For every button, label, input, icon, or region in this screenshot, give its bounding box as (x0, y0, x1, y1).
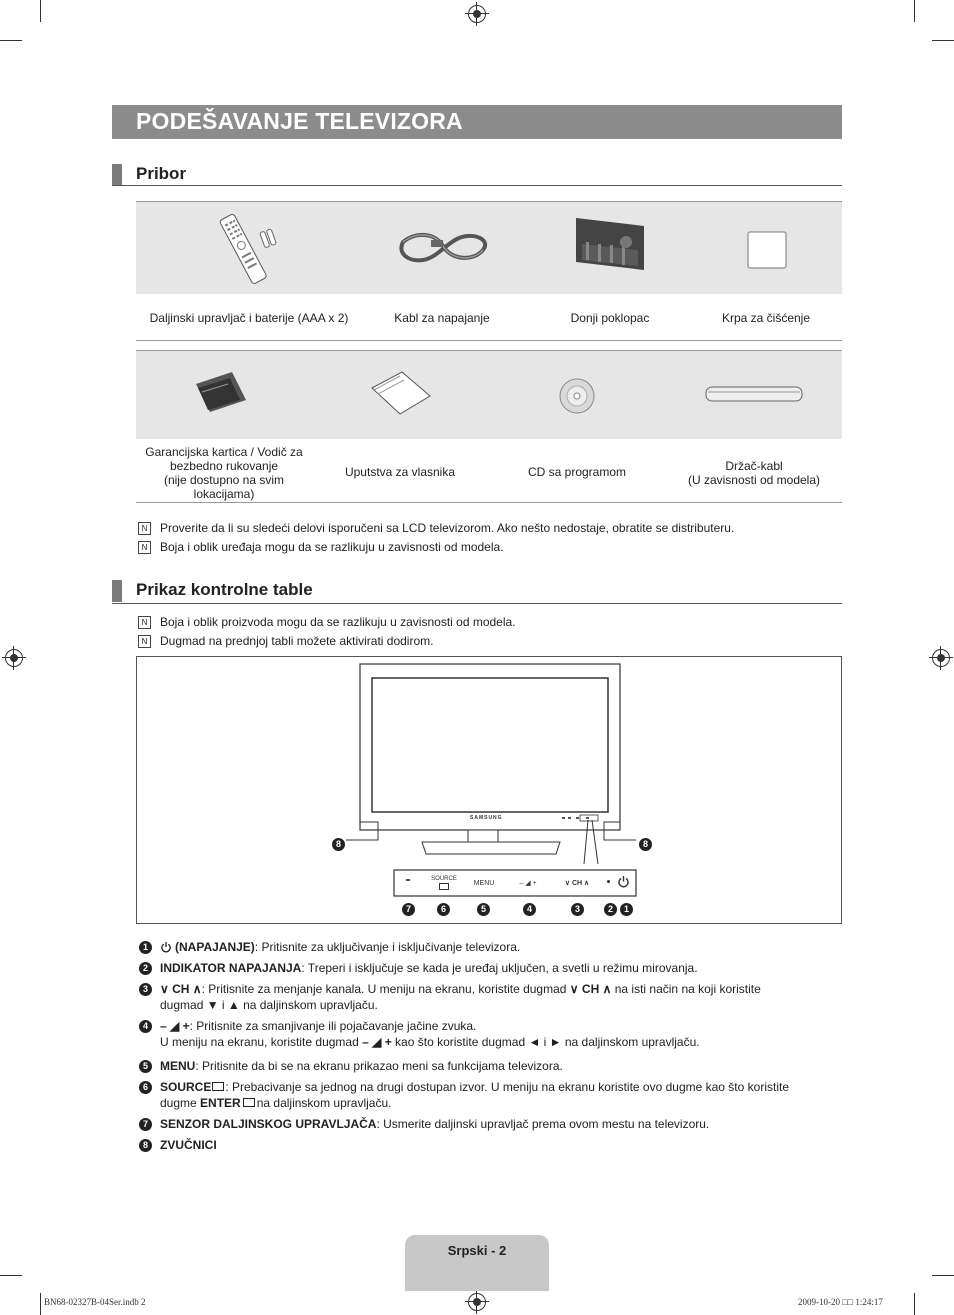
description-remote-sensor: SENZOR DALJINSKOG UPRAVLJAČA: Usmerite daljinski upravljač prema ovom mestu na televizoru. (160, 1117, 710, 1131)
print-slug-right: 2009-10-20 □□ 1:24:17 (798, 1297, 883, 1307)
note-text: Boja i oblik proizvoda mogu da se razlikuju u zavisnosti od modela. (160, 615, 516, 629)
callout-number: 3 (571, 903, 584, 916)
note-text: Dugmad na prednjoj tabli možete aktivirati dodirom. (160, 634, 434, 648)
callout-number: 7 (402, 903, 415, 916)
callout-number: 2 (604, 903, 617, 916)
callout-number: 6 (437, 903, 450, 916)
page-title: PODEŠAVANJE TELEVIZORA (136, 108, 463, 134)
note-icon: N (138, 616, 151, 629)
description-channel: ∨ CH ∧: Pritisnite za menjanje kanala. U meniju na ekranu, koristite dugmad ∨ CH ∧ na isti način na koji koristite dugmad ▼ i ▲ na daljinskom upravljaču. (160, 982, 761, 1012)
page-title-bar (112, 105, 842, 139)
callout-number: 1 (620, 903, 633, 916)
note-text: Boja i oblik uređaja mogu da se razlikuju u zavisnosti od modela. (160, 540, 504, 554)
enter-icon (243, 1098, 255, 1107)
power-cable-icon (395, 228, 490, 266)
owners-manual-icon (370, 370, 432, 416)
description-speakers: ZVUČNICI (160, 1138, 217, 1152)
callout-number: 8 (332, 838, 345, 851)
desc-number: 6 (139, 1081, 152, 1094)
registration-mark-left (5, 649, 23, 667)
bottom-cover-icon (568, 214, 650, 278)
description-source: SOURCE : Prebacivanje sa jednog na drugi dostupan izvor. U meniju na ekranu koristite ovo dugme kao što koristite dugme ENTER na daljinskom upravljaču. (160, 1080, 789, 1110)
accessory-label: Krpa za čišćenje (721, 311, 811, 325)
print-slug-left: BN68-02327B-04Ser.indb 2 (44, 1297, 146, 1307)
desc-number: 8 (139, 1139, 152, 1152)
section-marker (112, 164, 122, 186)
menu-button[interactable]: MENU (473, 880, 495, 887)
description-volume: – ◢ +: Pritisnite za smanjivanje ili pojačavanje jačine zvuka. U meniju na ekranu, koristite dugmad – ◢ + kao što koristite dugmad ◄ i ► na daljinskom upravljaču. (160, 1019, 700, 1049)
callout-number: 8 (639, 838, 652, 851)
desc-number: 7 (139, 1118, 152, 1131)
remote-sensor (406, 879, 410, 881)
remote-control-icon (205, 208, 285, 286)
section-title-control-panel: Prikaz kontrolne table (136, 580, 313, 599)
desc-number: 2 (139, 962, 152, 975)
section-title-accessories: Pribor (136, 164, 187, 183)
section-marker (112, 580, 122, 602)
page-number: Srpski - 2 (447, 1243, 507, 1258)
desc-number: 1 (139, 941, 152, 954)
description-power: (NAPAJANJE): Pritisnite za uključivanje i isključivanje televizora. (160, 939, 820, 955)
warranty-card-icon (194, 370, 248, 414)
source-button[interactable]: SOURCE (426, 876, 462, 893)
desc-number: 4 (139, 1020, 152, 1033)
cleaning-cloth-icon (746, 230, 788, 270)
callout-number: 4 (523, 903, 536, 916)
note-icon: N (138, 635, 151, 648)
accessory-label: CD sa programom (527, 465, 627, 479)
page-number-tab (405, 1235, 549, 1291)
accessory-label: Garancijska kartica / Vodič za bezbedno rukovanje (nije dostupno na svim lokacijama) (145, 445, 303, 501)
accessory-label: Donji poklopac (570, 311, 650, 325)
power-icon (160, 941, 172, 953)
source-icon (212, 1082, 224, 1091)
accessory-label: Uputstva za vlasnika (344, 465, 456, 479)
cable-holder-icon (702, 383, 806, 405)
accessory-label: Kabl za napajanje (394, 311, 490, 325)
note-text: Proverite da li su sledeći delovi isporučeni sa LCD televizorom. Ako nešto nedostaje, obratite se distributeru. (160, 521, 735, 535)
description-menu: MENU: Pritisnite da bi se na ekranu prikazao meni sa funkcijama televizora. (160, 1059, 563, 1073)
power-indicator (607, 880, 610, 883)
registration-mark-right (932, 649, 950, 667)
description-power-indicator: INDIKATOR NAPAJANJA: Treperi i isključuje se kada je uređaj uključen, a svetli u režimu mirovanja. (160, 961, 698, 975)
volume-buttons[interactable]: – ◢ + (519, 880, 537, 887)
channel-buttons[interactable]: ∨ CH ∧ (564, 880, 590, 887)
note-icon: N (138, 522, 151, 535)
registration-mark-bottom (468, 1293, 486, 1311)
desc-number: 3 (139, 983, 152, 996)
cd-icon (558, 377, 596, 415)
tv-brand-logo: SAMSUNG (470, 815, 503, 821)
desc-number: 5 (139, 1060, 152, 1073)
section-divider (112, 185, 842, 186)
accessory-label: Držač-kabl (U zavisnosti od modela) (687, 459, 821, 487)
power-icon[interactable] (617, 875, 630, 888)
note-icon: N (138, 541, 151, 554)
callout-number: 5 (477, 903, 490, 916)
accessory-label: Daljinski upravljač i baterije (AAA x 2) (149, 311, 349, 325)
section-divider (112, 603, 842, 604)
registration-mark-top (468, 5, 486, 23)
